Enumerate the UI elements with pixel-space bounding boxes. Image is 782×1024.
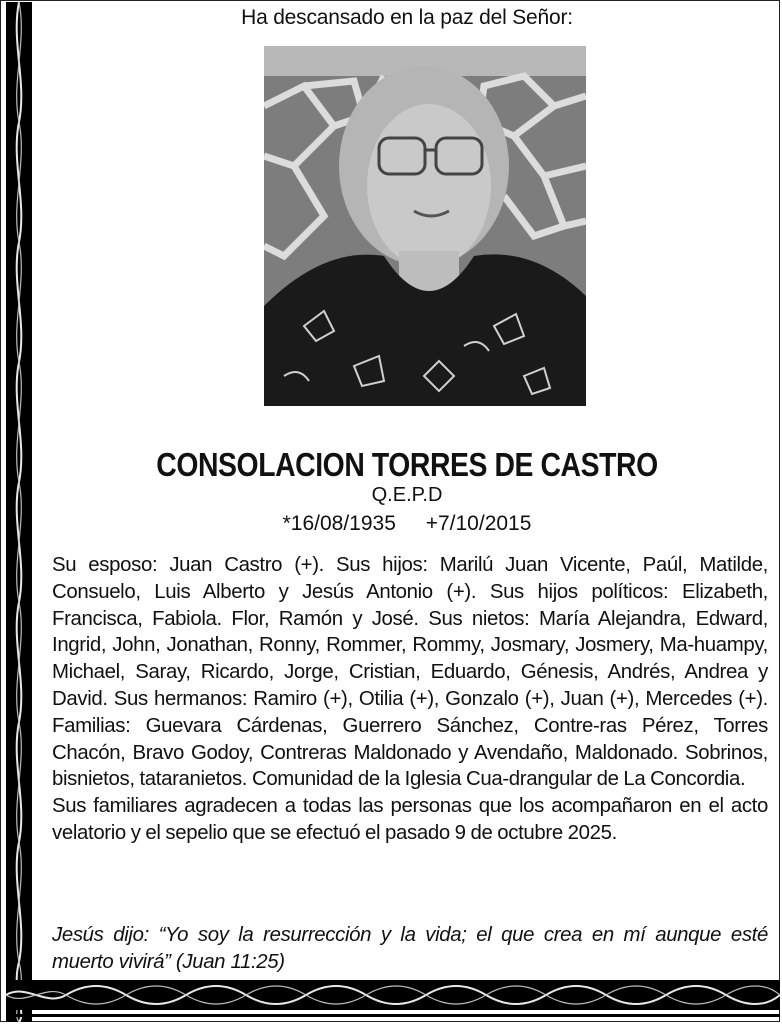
portrait-photo: [264, 46, 586, 406]
life-dates: [46, 512, 768, 536]
portrait-image: [264, 46, 586, 406]
obituary-body: [52, 552, 768, 847]
qepd-label: Q.E.P.D: [371, 484, 443, 506]
bible-quote: Jesús dijo: “Yo soy la resurrección y la vida; el que crea en mí aunque esté muerto vivirá” (Juan 11:25): [52, 924, 768, 973]
scroll-ornament-icon: [6, 980, 780, 1010]
vine-ornament-icon: [6, 2, 32, 1022]
bottom-ornamental-border: [6, 980, 780, 1010]
birth-date: *16/08/1935: [282, 512, 396, 535]
thanks-paragraph: Sus familiares agradecen a todas las personas que los acompañaron en el acto velatorio y el sepelio que se efectuó el pasado 9 de octubre 2025.: [52, 795, 768, 844]
bottom-rule: [6, 1014, 780, 1017]
left-ornamental-border: [6, 2, 32, 1022]
deceased-name: CONSOLACION TORRES DE CASTRO: [156, 446, 658, 483]
intro-line: Ha descansado en la paz del Señor:: [241, 6, 573, 29]
death-date: +7/10/2015: [425, 512, 532, 535]
family-paragraph: Su esposo: Juan Castro (+). Sus hijos: Marilú Juan Vicente, Paúl, Matilde, Consuelo, Luis Alberto y Jesús Antonio (+). Sus hijos políticos: Elizabeth, Francisca, Fabiola. Flor, Ramón y José. Sus nietos: María Alejandra, Edward, Ingrid, John, Jonathan, Ronny, Rommer, Rommy, Josmary, Josmery, Ma-huampy, Michael, Saray, Ricardo, Jorge, Cristian, Eduardo, Génesis, Andrés, Andrea y David. Sus hermanos: Ramiro (+), Otilia (+), Gonzalo (+), Juan (+), Mercedes (+). Familias: Guevara Cárdenas, Guerrero Sánchez, Contre-ras Pérez, Torres Chacón, Bravo Godoy, Contreras Maldonado y Avendaño, Maldonado. Sobrinos, bisnietos, tataranietos. Comunidad de la Iglesia Cua-drangular de La Concordia.: [52, 554, 768, 791]
